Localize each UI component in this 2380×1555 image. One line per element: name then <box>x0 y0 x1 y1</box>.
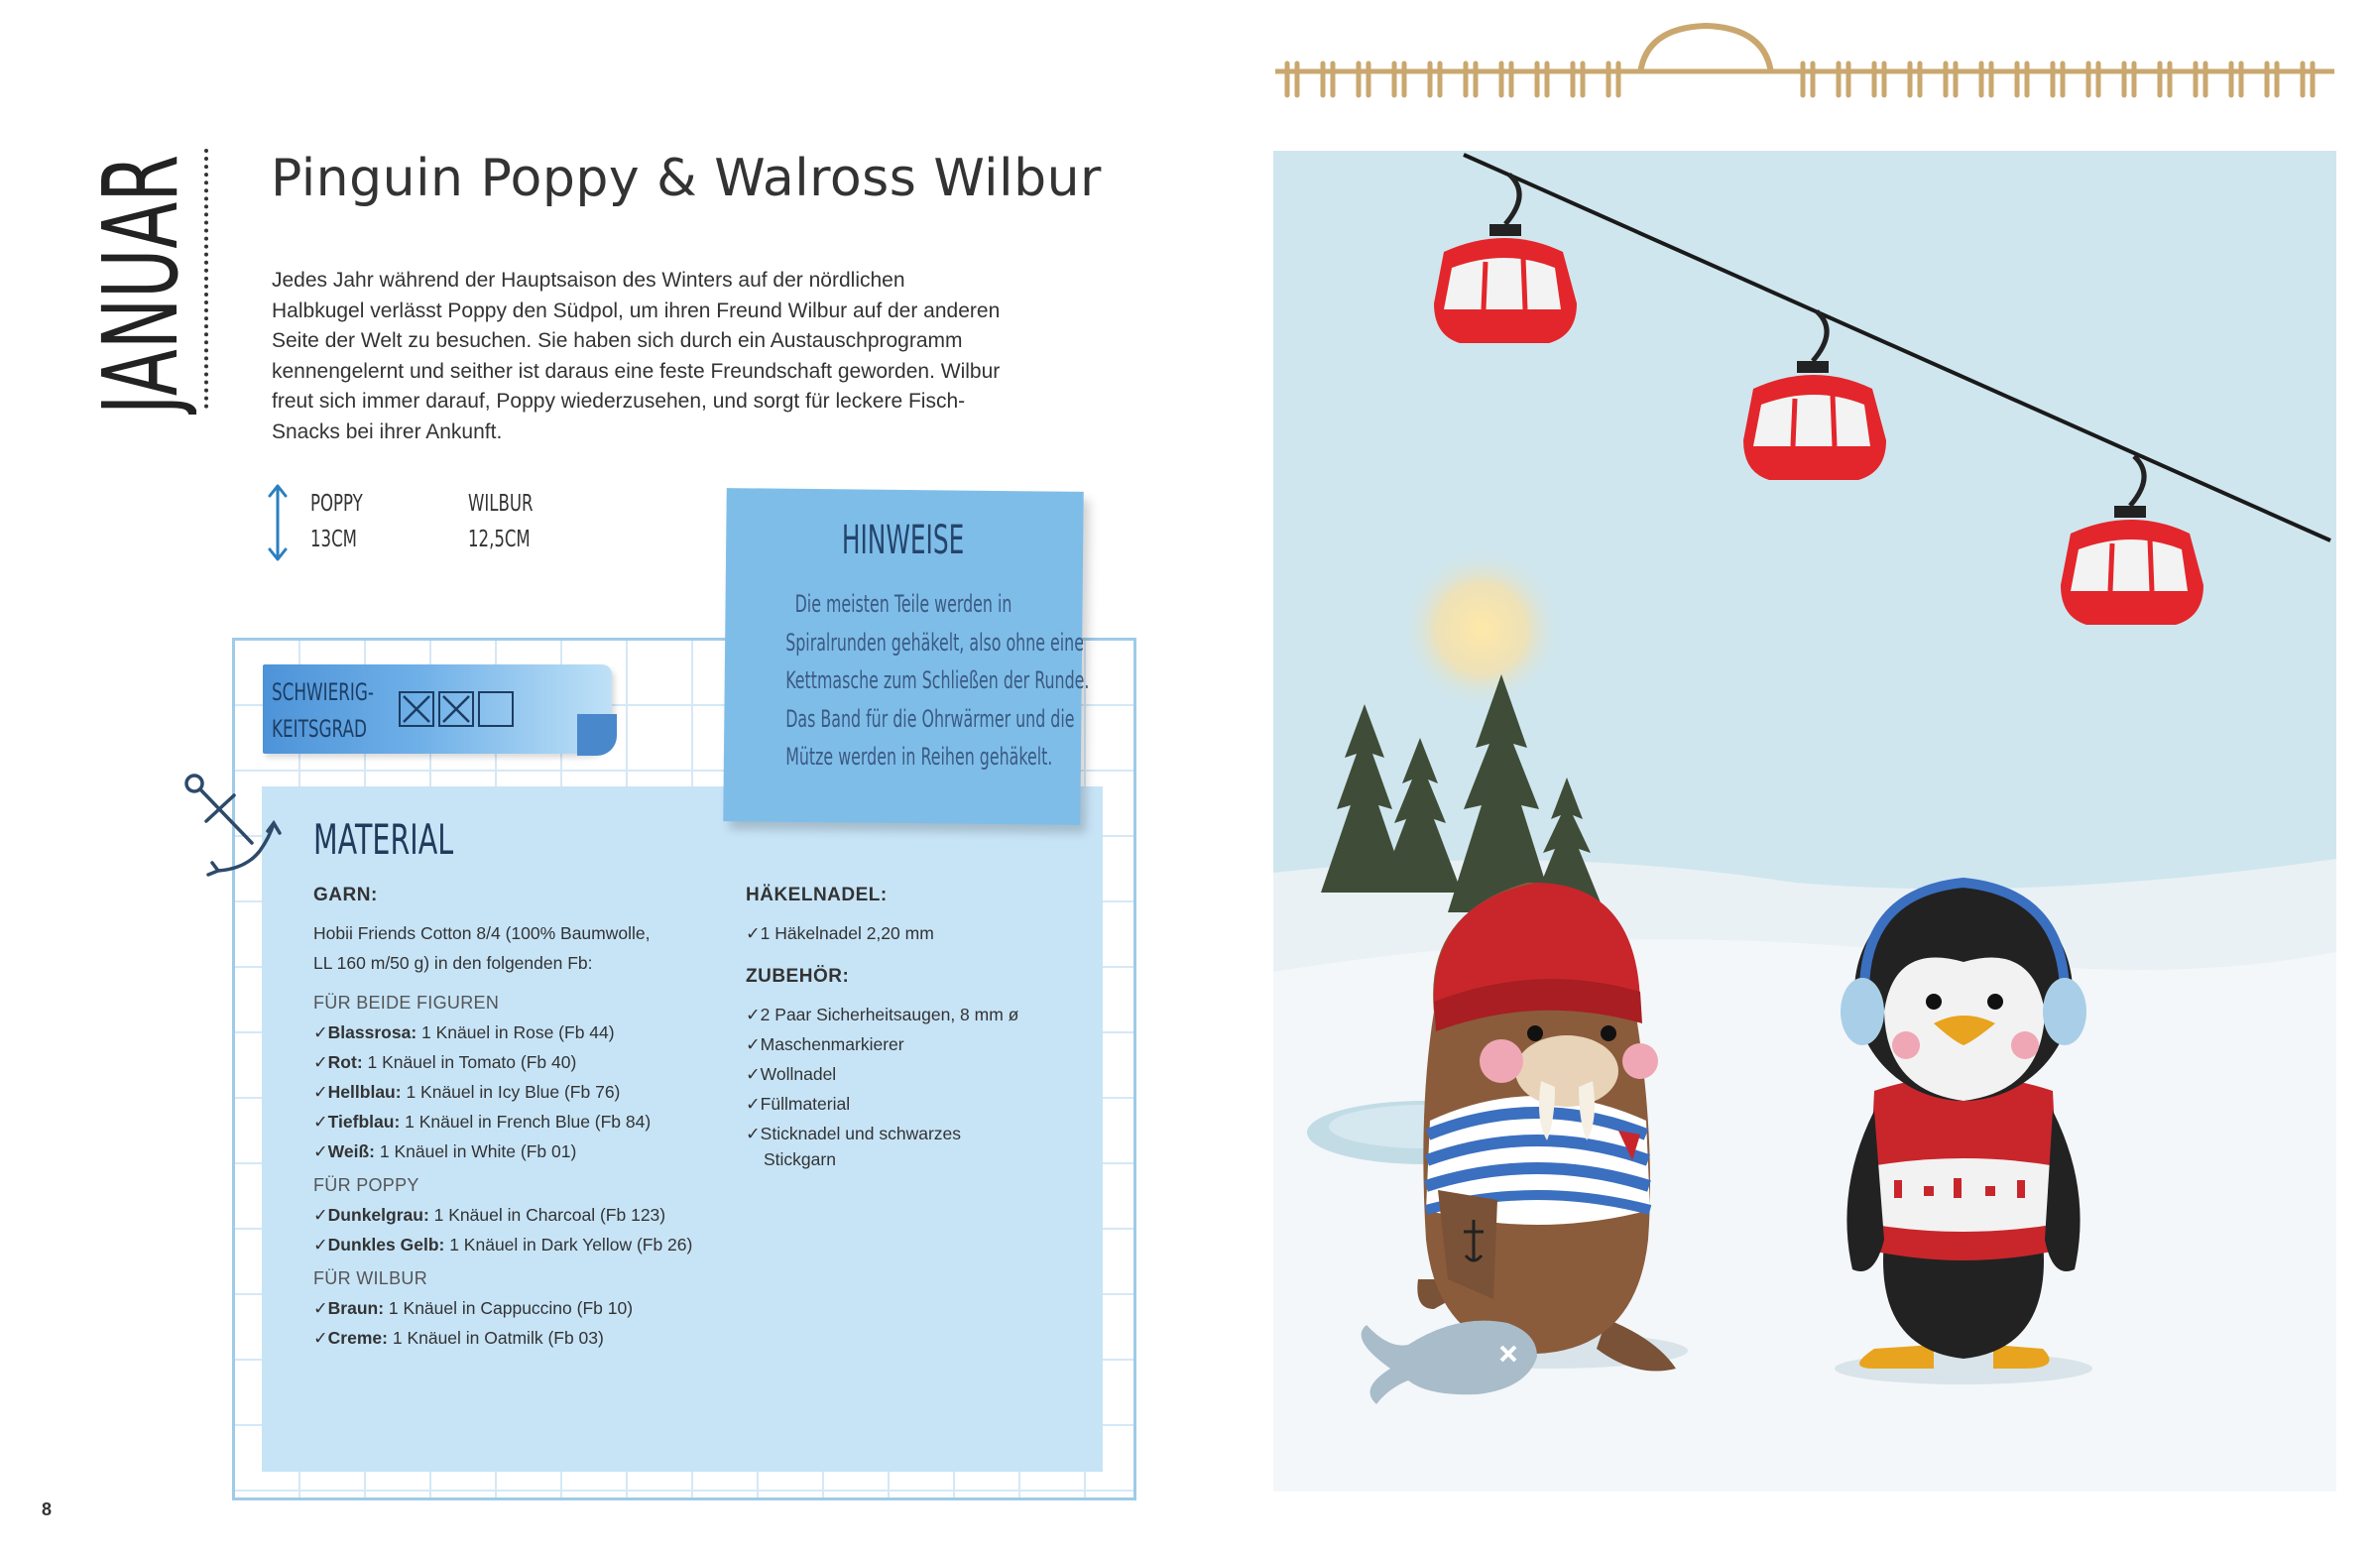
check-icon: ✓ <box>746 1034 761 1054</box>
yarn-item: ✓Tiefblau: 1 Knäuel in French Blue (Fb 84) <box>313 1112 652 1132</box>
accessories-list <box>746 1000 1018 1148</box>
both-figures-list <box>313 1017 692 1166</box>
intro-line: Snacks bei ihrer Ankunft. <box>272 419 503 443</box>
notes-title-text: HINWEISE <box>842 518 965 563</box>
material-yarn-column <box>313 881 692 1353</box>
check-icon: ✓ <box>313 1022 328 1042</box>
notes-line: Die meisten Teile werden in <box>794 590 1012 618</box>
check-icon: ✓ <box>746 1005 761 1024</box>
notes-text <box>725 585 1090 777</box>
check-icon: ✓ <box>313 1052 328 1072</box>
yarn-item: ✓Blassrosa: 1 Knäuel in Rose (Fb 44) <box>313 1022 615 1042</box>
notes-title <box>725 518 1082 563</box>
month-heading <box>77 147 196 415</box>
material-title: MATERIAL <box>313 815 454 864</box>
yarn-item: ✓Dunkles Gelb: 1 Knäuel in Dark Yellow (Fb 26) <box>313 1235 693 1255</box>
difficulty-label-line: KEITSGRAD <box>272 715 367 743</box>
page-number: 8 <box>42 1499 53 1519</box>
size-wilbur-value: 12,5CM <box>468 527 531 552</box>
yarn-item: ✓Weiß: 1 Knäuel in White (Fb 01) <box>313 1141 577 1161</box>
accessory-item-continued: Stickgarn <box>764 1149 836 1169</box>
accessory-item: ✓Sticknadel und schwarzes <box>746 1124 961 1143</box>
spiral-binding <box>1275 26 2334 95</box>
yarn-item: ✓Creme: 1 Knäuel in Oatmilk (Fb 03) <box>313 1328 604 1348</box>
size-wilbur-name: WILBUR <box>468 491 534 517</box>
intro-line: freut sich immer darauf, Poppy wiederzusehen, und sorgt für leckere Fisch- <box>272 390 966 413</box>
yarn-heading: GARN: <box>313 885 378 905</box>
wilbur-yarn-list <box>313 1293 692 1353</box>
check-icon: ✓ <box>313 1141 328 1161</box>
check-icon: ✓ <box>746 923 761 943</box>
wilbur-heading: FÜR WILBUR <box>313 1268 427 1288</box>
check-icon: ✓ <box>313 1235 328 1255</box>
check-icon: ✓ <box>746 1094 761 1114</box>
intro-line: Jedes Jahr während der Hauptsaison des Winters auf der nördlichen <box>272 269 905 292</box>
hook-list <box>746 918 1018 948</box>
check-icon: ✓ <box>313 1298 328 1318</box>
size-poppy-value: 13CM <box>310 527 357 552</box>
difficulty-label-line: SCHWIERIG- <box>272 678 374 706</box>
hook-item: ✓1 Häkelnadel 2,20 mm <box>746 923 934 943</box>
poppy-yarn-list <box>313 1200 692 1259</box>
intro-line: Halbkugel verlässt Poppy den Südpol, um ihren Freund Wilbur auf der anderen <box>272 299 1001 322</box>
intro-line: Seite der Welt zu besuchen. Sie haben sich durch ein Austauschprogramm <box>272 329 963 352</box>
size-info <box>266 482 662 561</box>
material-tools-column <box>746 881 1018 1170</box>
height-arrow-icon <box>266 482 290 563</box>
check-icon: ✓ <box>746 1124 761 1143</box>
yarn-description: LL 160 m/50 g) in den folgenden Fb: <box>313 953 593 973</box>
intro-line: kennengelernt und seither ist daraus eine feste Freundschaft geworden. Wilbur <box>272 359 1001 383</box>
month-label: JANUAR <box>80 147 196 415</box>
yarn-item: ✓Hellblau: 1 Knäuel in Icy Blue (Fb 76) <box>313 1082 621 1102</box>
difficulty-label <box>272 674 374 748</box>
size-wilbur <box>468 486 533 557</box>
notes-line: Kettmasche zum Schließen der Runde. <box>785 666 1090 694</box>
hook-heading: HÄKELNADEL: <box>746 885 888 905</box>
size-poppy <box>310 486 363 557</box>
difficulty-box <box>478 691 514 727</box>
notes-line: Spiralrunden gehäkelt, also ohne eine <box>785 628 1084 657</box>
difficulty-tag-fold <box>577 714 617 756</box>
check-icon: ✓ <box>313 1328 328 1348</box>
yarn-item: ✓Dunkelgrau: 1 Knäuel in Charcoal (Fb 123) <box>313 1205 666 1225</box>
accessory-item: ✓Füllmaterial <box>746 1094 851 1114</box>
notes-line: Das Band für die Ohrwärmer und die <box>785 704 1075 733</box>
accessory-item: ✓Maschenmarkierer <box>746 1034 904 1054</box>
calendar-illustration <box>1240 20 2350 1507</box>
yarn-description: Hobii Friends Cotton 8/4 (100% Baumwolle, <box>313 923 651 943</box>
difficulty-box <box>438 691 474 727</box>
check-icon: ✓ <box>313 1205 328 1225</box>
check-icon: ✓ <box>313 1082 328 1102</box>
page-title: Pinguin Poppy & Walross Wilbur <box>271 149 1102 208</box>
both-figures-heading: FÜR BEIDE FIGUREN <box>313 993 500 1013</box>
accessory-item: ✓Wollnadel <box>746 1064 837 1084</box>
accessories-heading: ZUBEHÖR: <box>746 966 850 987</box>
yarn-item: ✓Braun: 1 Knäuel in Cappuccino (Fb 10) <box>313 1298 634 1318</box>
intro-paragraph <box>272 266 1144 447</box>
notes-line: Mütze werden in Reihen gehäkelt. <box>785 743 1053 771</box>
anchor-icon <box>173 772 292 881</box>
difficulty-box <box>399 691 434 727</box>
check-icon: ✓ <box>313 1112 328 1132</box>
sun <box>1400 547 1563 710</box>
size-poppy-name: POPPY <box>310 491 363 517</box>
accessory-item: ✓2 Paar Sicherheitsaugen, 8 mm ø <box>746 1005 1019 1024</box>
poppy-heading: FÜR POPPY <box>313 1175 419 1195</box>
month-divider <box>204 149 208 409</box>
yarn-item: ✓Rot: 1 Knäuel in Tomato (Fb 40) <box>313 1052 577 1072</box>
check-icon: ✓ <box>746 1064 761 1084</box>
